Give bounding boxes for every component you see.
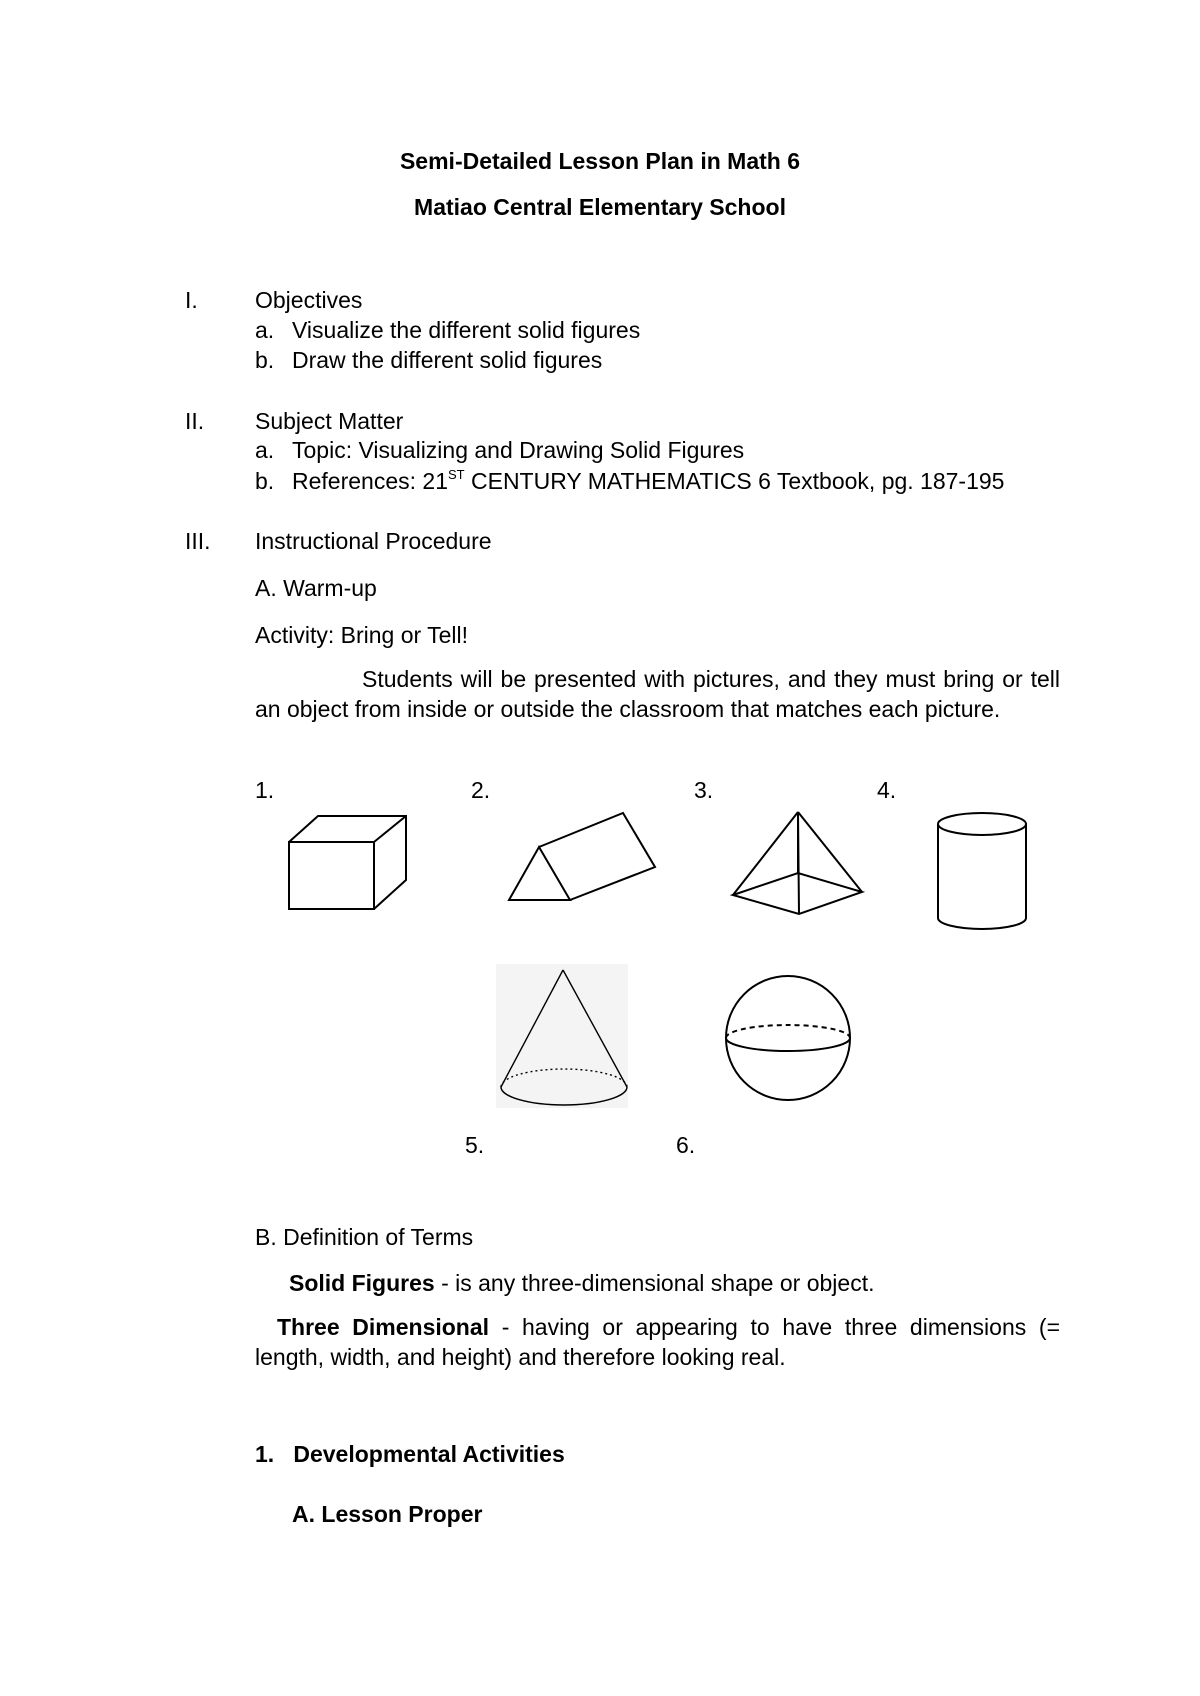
- developmental-heading: 1. Developmental Activities: [255, 1441, 565, 1467]
- figure-label: 2.: [471, 777, 491, 803]
- definition-three-dimensional: [255, 1312, 1060, 1372]
- figure-label: 6.: [676, 1132, 696, 1158]
- list-marker: b.: [255, 468, 275, 494]
- definition-solid-figures: [289, 1272, 874, 1295]
- term: Three Dimensional: [277, 1314, 490, 1340]
- definition-text: - is any three-dimensional shape or object.: [434, 1270, 875, 1296]
- term: Solid Figures: [289, 1270, 435, 1296]
- definitions-heading: B. Definition of Terms: [255, 1224, 474, 1250]
- section-heading: Instructional Procedure: [255, 528, 492, 554]
- list-item: Draw the different solid figures: [292, 347, 603, 373]
- figure-label: 3.: [694, 777, 714, 803]
- section-heading: Objectives: [255, 287, 363, 313]
- lesson-proper-heading: A. Lesson Proper: [292, 1501, 483, 1527]
- school-name: Matiao Central Elementary School: [414, 194, 786, 220]
- list-item: Visualize the different solid figures: [292, 317, 641, 343]
- references-prefix: References: 21: [292, 468, 448, 494]
- activity-instructions: Students will be presented with pictures, and they must bring or tell an object from inside or outside the classroom that matches each picture.: [255, 666, 1060, 722]
- references-superscript: ST: [447, 467, 465, 482]
- figure-label: 4.: [877, 777, 897, 803]
- references-suffix: CENTURY MATHEMATICS 6 Textbook, pg. 187-195: [464, 468, 1005, 494]
- definition-text: - having or appearing to have three dimensions (= length, width, and height) and therefore looking real.: [255, 1314, 1060, 1370]
- figure-label: 1.: [255, 777, 275, 803]
- section-number: III.: [185, 528, 211, 554]
- section-number: I.: [185, 287, 198, 313]
- page-title: Semi-Detailed Lesson Plan in Math 6: [399, 148, 801, 174]
- activity-title: Activity: Bring or Tell!: [255, 622, 469, 648]
- list-marker: b.: [255, 347, 275, 373]
- list-marker: a.: [255, 317, 275, 343]
- list-marker: a.: [255, 437, 275, 463]
- warmup-heading: A. Warm-up: [255, 575, 377, 601]
- list-item: Topic: Visualizing and Drawing Solid Figures: [292, 437, 745, 463]
- section-heading: Subject Matter: [255, 408, 404, 434]
- figure-label: 5.: [465, 1132, 485, 1158]
- section-number: II.: [185, 408, 205, 434]
